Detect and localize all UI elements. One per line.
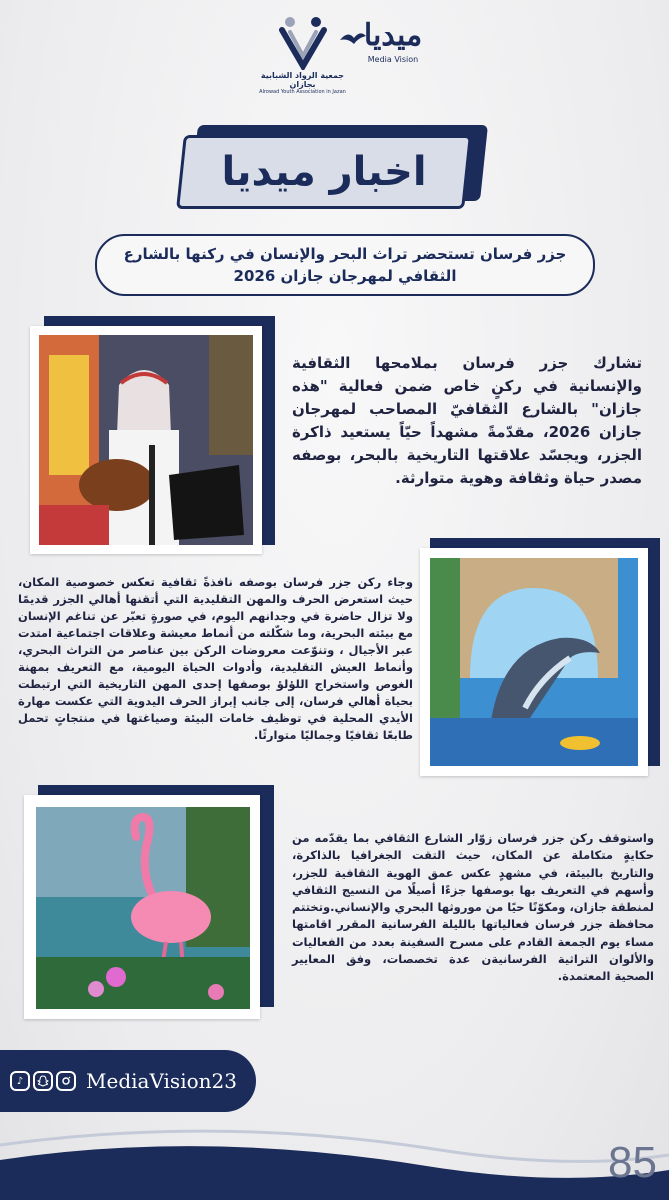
article-paragraph-1: تشارك جزر فرسان بملامحها الثقافية والإنسانية في ركنٍ خاص ضمن فعالية "هذه جازان" بالشارع الثقافيّ المصاحب لمهرجان جازان 2026، مقدّمةً مشهداً حيّاً يستعيد ذاكرة الجزر، ويجسّد علاقتها التاريخية بالبحر، بوصفه مصدر حياة وثقافة وهوية متوارثة. (292, 354, 642, 487)
article-paragraph-2: وجاء ركن جزر فرسان بوصفه نافذةً ثقافية تعكس خصوصية المكان، حيث استعرض الحرف والمهن التقليدية التي أتقنها أهالي الجزر قديمًا ولا تزال حاضرة في وجدانهم اليوم، في صورةٍ تعبّر عن تناغم الإنسان مع بيئته البحرية، وما شكّلته من أنماط معيشة وعلاقات اجتماعية امتدت عبر الأجيال ، وتنوّعت معروضات الركن بين عناصر من التراث البحري، وأنماط العيش التقليدية، وأدوات الحياة اليومية، مع التعريف بمهنة الغوص واستخراج اللؤلؤ بوصفها إحدى المهن التاريخية التي ارتبطت بحياة أهالي فرسان، إلى جانب إبراز الحرف اليدوية التي عكست مهارة الأيدي المحلية في توظيف خامات البيئة وصياغتها في منتجاتٍ تحمل طابعًا ثقافيًا وجماليًا متوارثًا. (18, 575, 413, 742)
association-name-en: Alrowad Youth Association in Jazan (259, 89, 346, 95)
social-bar (0, 1050, 256, 1112)
photo-dolphin (430, 558, 638, 766)
tiktok-icon[interactable]: ♪ (10, 1071, 30, 1091)
photo-flamingo (36, 807, 250, 1009)
media-vision-word: ميديا (363, 18, 423, 53)
bottom-wave-decoration (0, 1110, 669, 1200)
media-vision-sub: Media Vision (367, 55, 419, 64)
social-icons (10, 1071, 76, 1091)
banner-title: اخبار ميديا (221, 149, 427, 195)
section-banner (180, 125, 490, 215)
article-paragraph-3: واستوقف ركن جزر فرسان زوّار الشارع الثقافي بما يقدّمه من حكايةٍ متكاملة عن المكان، حيث التقت الجغرافيا بالذاكرة، والتاريخ بالبيئة، في مشهدٍ عكس عمق الهوية الثقافية للجزر، وأسهم في التعريف بها بوصفها جزءًا أصيلًا من النسيج الثقافي لمنطقة جازان، ومكوّنًا حيًا من موروثها البحري والإنساني.وتختتم محافظة جزر فرسان فعالياتها بالليلة الفرسانية المقرر اقامتها مساء يوم الجمعة القادم على مسرح السفينة بعدد من الفعاليات والألوان التراثية الفرسانيةن عدة تخصصات، وفق المعايير الصحية المعتمدة. (292, 831, 654, 984)
association-name-ar: جمعية الرواد الشبابية بجازان (260, 71, 345, 89)
photo-frame-musician (30, 316, 275, 556)
page-number: 85 (608, 1138, 657, 1187)
bird-icon (338, 28, 368, 50)
photo-frame-dolphin (420, 538, 660, 778)
association-logo-mark (276, 14, 330, 70)
article-headline: جزر فرسان تستحضر تراث البحر والإنسان في ركنها بالشارع الثقافي لمهرجان جازان 2026 (95, 234, 595, 296)
instagram-icon[interactable] (56, 1071, 76, 1091)
media-vision-logo (338, 18, 448, 98)
photo-frame-flamingo (24, 785, 274, 1021)
association-logo (255, 14, 350, 96)
snapchat-icon[interactable] (33, 1071, 53, 1091)
social-handle[interactable]: MediaVision23 (86, 1069, 237, 1093)
photo-musician (39, 335, 253, 545)
